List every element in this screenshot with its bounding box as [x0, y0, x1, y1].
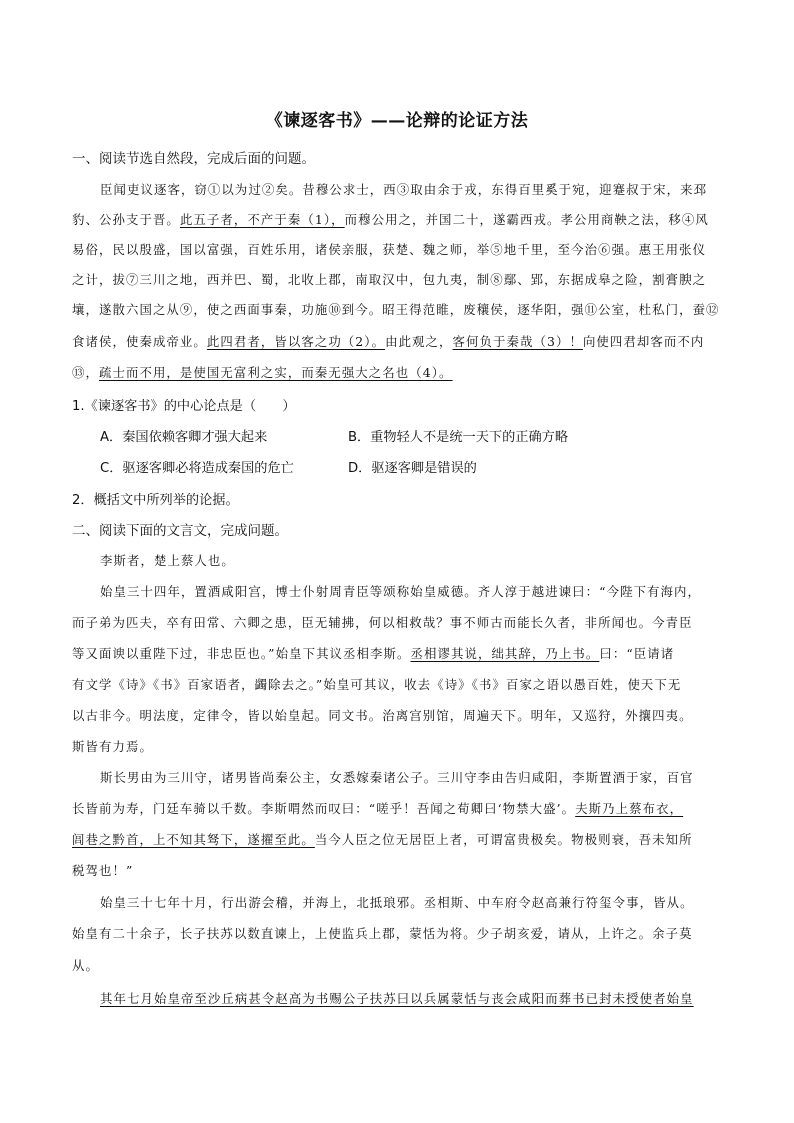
- option-c: C．驱逐客卿必将造成秦国的危亡: [100, 461, 294, 476]
- passage1-line: 食诸侯，使秦成帝业。此四君者，皆以客之功（2）。由此观之，客何负于秦哉（3）！向使四君却客而不内: [72, 334, 705, 349]
- passage2-line: 而子弟为匹夫，卒有田常、六卿之患，臣无辅拂，何以相救哉？事不师古而能长久者，非所闻也。今青臣: [72, 615, 693, 630]
- option-a: A．秦国依赖客卿才强大起来: [100, 430, 268, 445]
- passage2-line: 始皇三十四年，置酒咸阳宫，博士仆射周青臣等颂称始皇威德。齐人淳于越进谏曰：“今陛下有海内，: [100, 584, 702, 599]
- passage1-line: 豹、公孙支于晋。此五子者，不产于秦（1），而穆公用之，并国二十，遂霸西戎。孝公用商鞅之法，移④风: [72, 212, 709, 227]
- underlined-phrase: 其年七月始皇帝至沙丘病甚令赵高为书赐公子扶苏曰以兵属蒙恬与丧会咸阳而葬书已封未授使者始皇: [100, 991, 694, 1006]
- passage2-line: 等又面谀以重陛下过，非忠臣也。”始皇下其议丞相李斯。丞相谬其说，绌其辞，乃上书。曰：“臣请诸: [72, 646, 675, 661]
- question-2: 2．概括文中所列举的论据。: [72, 493, 239, 508]
- passage2-line: 长皆前为寿，门廷车骑以千数。李斯喟然而叹曰：“嗟乎！吾闻之荀卿曰‘物禁大盛’。夫斯乃上蔡布衣，: [72, 801, 684, 816]
- option-b: B．重物轻人不是统一天下的正确方略: [348, 430, 569, 445]
- section-heading-1: 一、阅读节选自然段，完成后面的问题。: [72, 151, 315, 167]
- passage1-line: 臣闻吏议逐客，窃①以为过②矣。昔穆公求士，西③取由余于戎，东得百里奚于宛，迎蹇叔于宋，来邳: [100, 182, 708, 197]
- question-1-stem: 1.《谏逐客书》的中心论点是（ ）: [72, 399, 296, 414]
- passage2-line: 始皇三十七年十月，行出游会稽，并海上，北抵琅邪。丞相斯、中车府令赵高兼行符玺令事，皆从。: [100, 895, 694, 910]
- underlined-phrase: 丞相谬其说，绌其辞，乃上书。: [410, 646, 600, 661]
- passage1-line: 壤，遂散六国之从⑨，使之西面事秦，功施⑩到今。昭王得范睢，废穰侯，逐华阳，强⑪公室，杜私门，蚕⑫: [72, 302, 720, 317]
- passage1-line: 易俗，民以殷盛，国以富强，百姓乐用，诸侯亲服，获楚、魏之师，举⑤地千里，至今治⑥强。惠王用张仪: [72, 242, 707, 257]
- passage1-line: ⑬，疏士而不用，是使国无富利之实，而秦无强大之名也（4）。: [72, 365, 453, 380]
- underlined-phrase: 疏士而不用，是使国无富利之实，而秦无强大之名也（4）。: [98, 365, 453, 380]
- passage2-line: 从。: [72, 958, 99, 973]
- underlined-phrase: 此四君者，皆以客之功（2）。: [206, 334, 386, 349]
- underlined-phrase: 客何负于秦哉（3）！: [452, 334, 583, 349]
- passage2-line: 李斯者，楚上蔡人也。: [100, 553, 235, 568]
- passage2-line: 以古非今。明法度，定律令，皆以始皇起。同文书。治离宫别馆，周遍天下。明年，又巡狩，外攘四夷。: [72, 708, 693, 723]
- section-heading-2: 二、阅读下面的文言文，完成问题。: [72, 523, 288, 539]
- passage2-line: 有文学《诗》《书》百家语者，蠲除去之。”始皇可其议，收去《诗》《书》百家之语以愚百姓，使天下无: [72, 677, 682, 692]
- passage1-line: 之计，拔⑦三川之地，西并巴、蜀，北收上郡，南取汉中，包九夷，制⑧鄢、郢，东据成皋之险，割膏腴之: [72, 272, 707, 287]
- underlined-phrase: 此五子者，不产于秦（1），: [179, 212, 345, 227]
- passage2-line: 始皇有二十余子，长子扶苏以数直谏上，上使监兵上郡，蒙恬为将。少子胡亥爱，请从，上许之。余子莫: [72, 926, 693, 941]
- underlined-phrase: 夫斯乃上蔡布衣，: [575, 801, 684, 816]
- passage2-line: 斯皆有力焉。: [72, 739, 153, 754]
- passage2-line: 税驾也！”: [72, 863, 134, 878]
- underlined-phrase: 闾巷之黔首，上不知其驽下，遂擢至此。: [72, 832, 315, 847]
- page-title: 《谏逐客书》——论辩的论证方法: [265, 111, 529, 131]
- passage2-line: 斯长男由为三川守，诸男皆尚秦公主，女悉嫁秦诸公子。三川守李由告归咸阳，李斯置酒于家，百官: [100, 770, 694, 785]
- passage2-line: 闾巷之黔首，上不知其驽下，遂擢至此。当今人臣之位无居臣上者，可谓富贵极矣。物极则衰，吾未知所: [72, 832, 693, 847]
- passage2-line: [100, 989, 740, 1007]
- option-d: D．驱逐客卿是错误的: [348, 461, 477, 476]
